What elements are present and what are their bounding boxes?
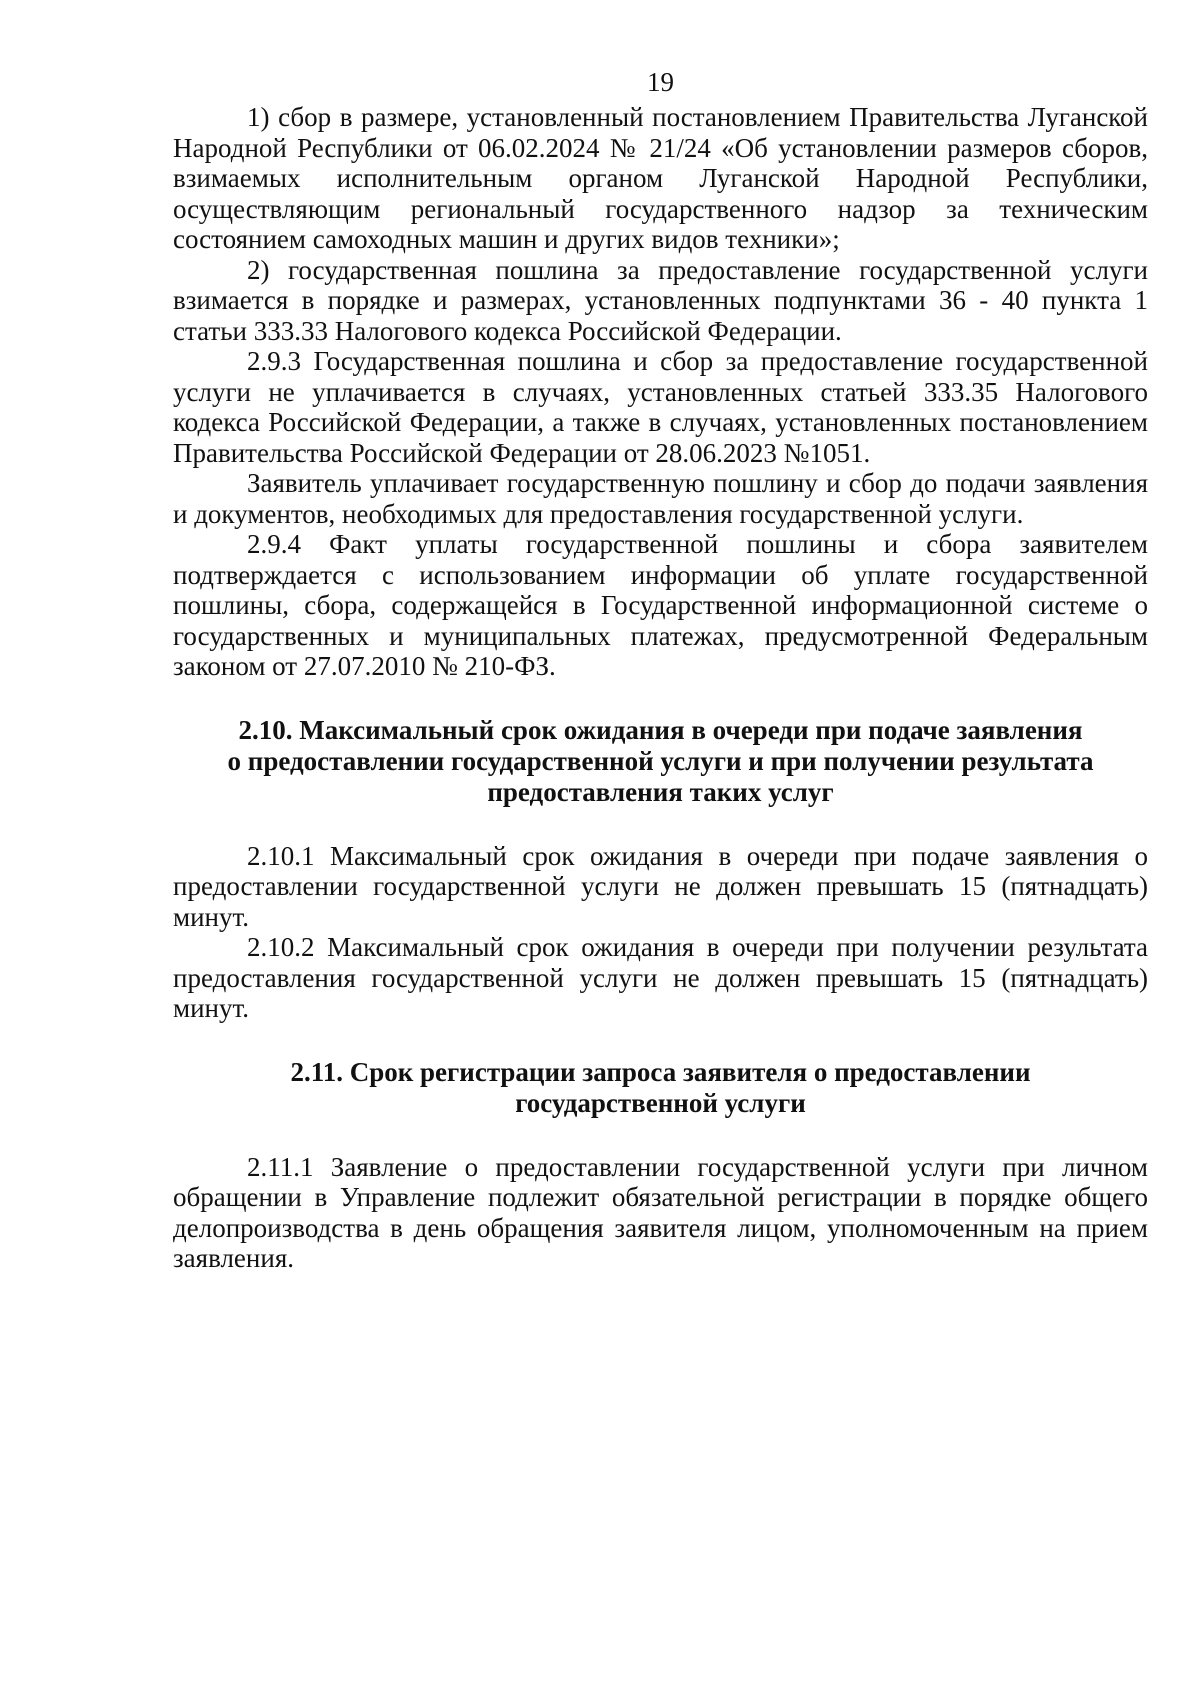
paragraph-2-10-1: 2.10.1 Максимальный срок ожидания в очереди при подаче заявления о предоставлении государственной услуги не должен превышать 15 (пятнадцать) минут.: [173, 840, 1148, 932]
paragraph-2-9-3: 2.9.3 Государственная пошлина и сбор за предоставление государственной услуги не уплачивается в случаях, установленных статьей 333.35 Налогового кодекса Российской Федерации, а также в случаях, установленных постановлением Правительства Российской Федерации от 28.06.2023 №1051.: [173, 346, 1148, 468]
paragraph-2-9-4: 2.9.4 Факт уплаты государственной пошлины и сбора заявителем подтверждается с использованием информации об уплате государственной пошлины, сбора, содержащейся в Государственной информационной системе о государственных и муниципальных платежах, предусмотренной Федеральным законом от 27.07.2010 № 210-ФЗ.: [173, 529, 1148, 681]
paragraph-2-11-1: 2.11.1 Заявление о предоставлении государственной услуги при личном обращении в Управление подлежит обязательной регистрации в порядке общего делопроизводства в день обращения заявителя лицом, уполномоченным на прием заявления.: [173, 1151, 1148, 1273]
page-number: 19: [647, 67, 674, 97]
paragraph-fee: 1) сбор в размере, установленный постановлением Правительства Луганской Народной Республики от 06.02.2024 № 21/24 «Об установлении размеров сборов, взимаемых исполнительным органом Луганской Народной Республики, осуществляющим региональный государственного надзор за техническим состоянием самоходных машин и других видов техники»;: [173, 102, 1148, 254]
heading-2-10-line-3: предоставления таких услуг: [487, 776, 834, 807]
heading-2-11-line-2: государственной услуги: [515, 1087, 806, 1118]
paragraph-applicant-pays: Заявитель уплачивает государственную пошлину и сбор до подачи заявления и документов, необходимых для предоставления государственной услуги.: [173, 468, 1148, 529]
paragraph-2-10-2: 2.10.2 Максимальный срок ожидания в очереди при получении результата предоставления государственной услуги не должен превышать 15 (пятнадцать) минут.: [173, 932, 1148, 1023]
heading-2-10-line-1: 2.10. Максимальный срок ожидания в очереди при подаче заявления: [238, 714, 1083, 745]
heading-2-11-line-1: 2.11. Срок регистрации запроса заявителя о предоставлении: [290, 1056, 1031, 1087]
section-heading-2-11: [173, 1057, 1148, 1119]
document-page: [173, 62, 1148, 1274]
heading-2-10-line-2: о предоставлении государственной услуги и при получении результата: [227, 745, 1094, 776]
section-heading-2-10: [173, 715, 1148, 808]
paragraph-state-duty: 2) государственная пошлина за предоставление государственной услуги взимается в порядке и размерах, установленных подпунктами 36 - 40 пункта 1 статьи 333.33 Налогового кодекса Российской Федерации.: [173, 254, 1148, 346]
